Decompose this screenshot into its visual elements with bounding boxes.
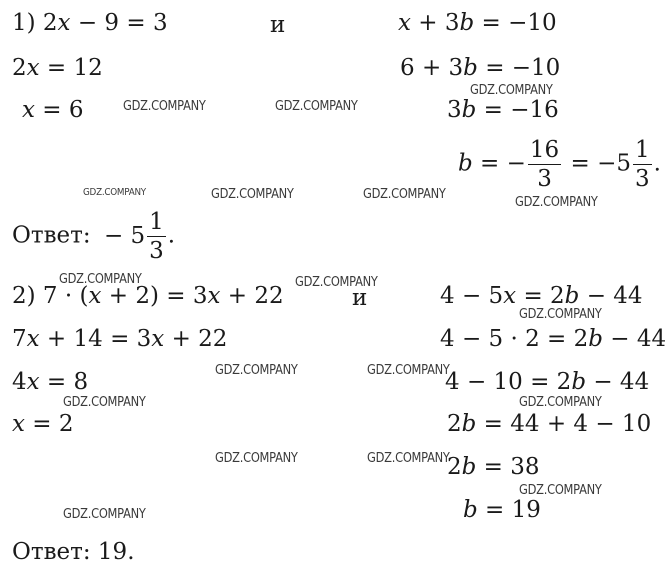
watermark: GDZ.COMPANY — [515, 195, 598, 210]
watermark: GDZ.COMPANY — [275, 99, 358, 114]
fraction-numerator: 1 — [147, 210, 166, 237]
watermark: GDZ.COMPANY — [63, 395, 146, 410]
answer-whole: − 5 — [103, 222, 146, 249]
watermark: GDZ.COMPANY — [215, 451, 298, 466]
watermark: GDZ.COMPANY — [519, 395, 602, 410]
part1-equation-2: 𝑥 + 3𝑏 = −10 — [398, 10, 557, 36]
watermark: GDZ.COMPANY — [215, 363, 298, 378]
part2-conjunction: и — [352, 285, 368, 311]
watermark: GDZ.COMPANY — [295, 275, 378, 290]
part1-conjunction: и — [270, 12, 286, 38]
watermark: GDZ.COMPANY — [363, 187, 446, 202]
watermark: GDZ.COMPANY — [367, 363, 450, 378]
part2-step-right-3: 2𝑏 = 44 + 4 − 10 — [447, 411, 652, 437]
part1-step-left-1: 2𝑥 = 12 — [12, 55, 103, 81]
part2-step-left-3: 𝑥 = 2 — [12, 411, 74, 437]
answer-fraction — [147, 210, 166, 263]
part2-step-left-2: 4𝑥 = 8 — [12, 369, 89, 395]
part1-equation-1: 1) 2𝑥 − 9 = 3 — [12, 10, 168, 36]
part2-step-right-2: 4 − 10 = 2𝑏 − 44 — [445, 369, 650, 395]
part1-step-left-2: 𝑥 = 6 — [22, 97, 84, 123]
watermark: GDZ.COMPANY — [470, 83, 553, 98]
fraction-denominator: 3 — [634, 166, 650, 193]
part2-equation-2: 4 − 5𝑥 = 2𝑏 − 44 — [440, 283, 643, 309]
part1-step-right-1: 6 + 3𝑏 = −10 — [400, 55, 561, 81]
answer-label: Ответ: — [12, 222, 91, 249]
part1-answer — [12, 210, 175, 263]
part2-equation-1: 2) 7 · (𝑥 + 2) = 3𝑥 + 22 — [12, 283, 284, 309]
watermark: GDZ.COMPANY — [59, 272, 142, 287]
part2-answer: Ответ: 19. — [12, 539, 135, 565]
part2-step-left-1: 7𝑥 + 14 = 3𝑥 + 22 — [12, 326, 228, 352]
b-result-lhs: 𝑏 = − — [458, 150, 526, 177]
part2-step-right-5: 𝑏 = 19 — [463, 497, 541, 523]
part1-b-result — [458, 138, 661, 191]
part1-step-right-2: 3𝑏 = −16 — [447, 97, 559, 123]
watermark: GDZ.COMPANY — [63, 507, 146, 522]
watermark: GDZ.COMPANY — [83, 187, 146, 198]
answer-end: . — [167, 222, 176, 249]
watermark: GDZ.COMPANY — [123, 99, 206, 114]
watermark: GDZ.COMPANY — [367, 451, 450, 466]
fraction-sixteen-thirds — [528, 138, 561, 191]
watermark: GDZ.COMPANY — [519, 307, 602, 322]
watermark: GDZ.COMPANY — [519, 483, 602, 498]
fraction-numerator: 16 — [528, 138, 561, 165]
part2-step-right-4: 2𝑏 = 38 — [447, 454, 540, 480]
fraction-denominator: 3 — [149, 238, 164, 265]
fraction-numerator: 1 — [633, 138, 652, 165]
b-result-end: . — [653, 150, 661, 177]
fraction-denominator: 3 — [537, 166, 552, 193]
b-result-mid: = −5 — [570, 150, 631, 177]
part2-step-right-1: 4 − 5 · 2 = 2𝑏 − 44 — [440, 326, 667, 352]
watermark: GDZ.COMPANY — [211, 187, 294, 202]
fraction-one-third — [633, 138, 652, 191]
